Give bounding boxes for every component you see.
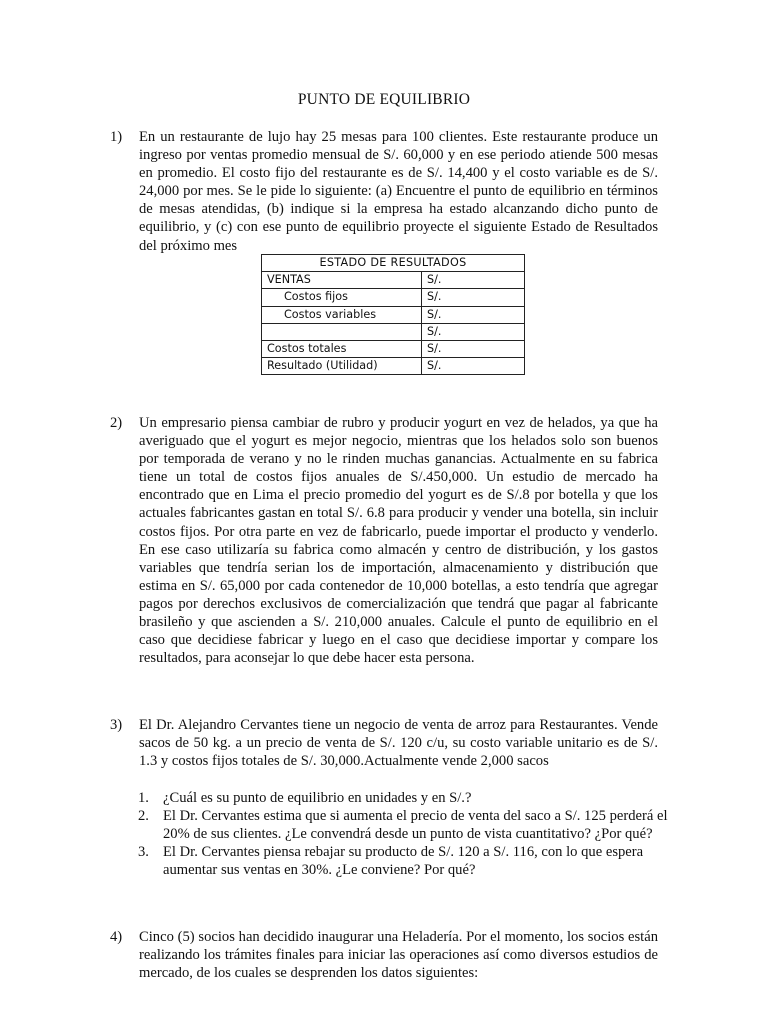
table-row bbox=[262, 306, 525, 323]
problem-text: En un restaurante de lujo hay 25 mesas para 100 clientes. Este restaurante produce un ingreso por ventas promedio mensual de S/. 60,000 y en ese periodo atiende 500 mesas en promedio. El costo fijo del restaurante es de S/. 14,400 y el costo variable es de S/. 24,000 por mes. Se le pide lo siguiente: (a) Encuentre el punto de equilibrio en términos de mesas atendidas, (b) indique si la empresa ha estado alcanzando dicho punto de equilibrio, y (c) con ese punto de equilibrio proyecte el siguiente Estado de Resultados del próximo mes bbox=[139, 129, 658, 254]
list-item bbox=[138, 843, 668, 879]
table-row bbox=[262, 272, 525, 289]
problem-number: 2) bbox=[110, 415, 123, 431]
table-row bbox=[262, 340, 525, 357]
row-label: VENTAS bbox=[262, 272, 422, 289]
row-value: S/. bbox=[422, 323, 525, 340]
problem-3 bbox=[110, 716, 658, 770]
row-label: Costos totales bbox=[262, 340, 422, 357]
question-list bbox=[138, 789, 668, 879]
row-label: Costos variables bbox=[262, 306, 422, 323]
item-number: 2. bbox=[138, 808, 149, 825]
problem-text: El Dr. Alejandro Cervantes tiene un negocio de venta de arroz para Restaurantes. Vende sacos de 50 kg. a un precio de venta de S/. 120 c/u, su costo variable unitario es de S/. 1.3 y costos fijos totales de S/. 30,000.Actualmente vende 2,000 sacos bbox=[139, 717, 658, 770]
row-value: S/. bbox=[422, 272, 525, 289]
row-value: S/. bbox=[422, 340, 525, 357]
row-label bbox=[262, 323, 422, 340]
row-value: S/. bbox=[422, 289, 525, 306]
item-text: El Dr. Cervantes estima que si aumenta el precio de venta del saco a S/. 125 perderá el 20% de sus clientes. ¿Le convendrá desde un punto de vista cuantitativo? ¿Por qué? bbox=[163, 808, 668, 843]
problem-1 bbox=[110, 128, 658, 255]
page-title: PUNTO DE EQUILIBRIO bbox=[297, 91, 471, 108]
table-row bbox=[262, 323, 525, 340]
item-number: 1. bbox=[138, 790, 149, 806]
problem-number: 1) bbox=[110, 129, 123, 145]
table-row bbox=[262, 289, 525, 306]
row-label: Resultado (Utilidad) bbox=[262, 358, 422, 375]
problem-2 bbox=[110, 414, 658, 667]
list-item bbox=[138, 789, 668, 807]
row-value: S/. bbox=[422, 306, 525, 323]
problem-number: 3) bbox=[110, 717, 123, 733]
table-row bbox=[262, 358, 525, 375]
list-item bbox=[138, 807, 668, 843]
item-number: 3. bbox=[138, 844, 149, 861]
row-label: Costos fijos bbox=[262, 289, 422, 306]
problem-number: 4) bbox=[110, 929, 123, 945]
item-text: El Dr. Cervantes piensa rebajar su producto de S/. 120 a S/. 116, con lo que espera aumentar sus ventas en 30%. ¿Le conviene? Por qué? bbox=[163, 844, 644, 879]
table-header: ESTADO DE RESULTADOS bbox=[262, 255, 525, 272]
problem-text: Cinco (5) socios han decidido inaugurar una Heladería. Por el momento, los socios están realizando los trámites finales para iniciar las operaciones así como diversos estudios de mercado, de los cuales se desprenden los datos siguientes: bbox=[139, 929, 658, 982]
item-text: ¿Cuál es su punto de equilibrio en unidades y en S/.? bbox=[163, 790, 472, 806]
problem-4 bbox=[110, 928, 658, 982]
row-value: S/. bbox=[422, 358, 525, 375]
estado-de-resultados-table bbox=[261, 254, 525, 375]
problem-text: Un empresario piensa cambiar de rubro y producir yogurt en vez de helados, ya que ha averiguado que el yogurt es mejor negocio, mientras que los helados solo son buenos por temporada de verano y no le rinden muchas ganancias. Actualmente en su fabrica tiene un total de costos fijos anuales de S/.450,000. Un estudio de mercado ha encontrado que en Lima el precio promedio del yogurt es de S/.8 por botella y que los actuales fabricantes gastan en total S/. 6.8 para producir y vender una botella, sin incluir costos fijos. Por otra parte en vez de fabricarlo, puede importar el producto y venderlo. En ese caso utilizaría su fabrica como almacén y centro de distribución, y los gastos variables que tendría serian los de importación, almacenamiento y distribución que estima en S/. 65,000 por cada contenedor de 10,000 botellas, a esto tendría que agregar pagos por derechos exclusivos de comercialización que tendrá que pagar al fabricante brasileño y que ascienden a S/. 210,000 anuales. Calcule el punto de equilibrio en el caso que decidiese fabricar y luego en el caso que decidiese importar y compare los resultados, para aconsejar lo que debe hacer esta persona. bbox=[139, 415, 658, 667]
